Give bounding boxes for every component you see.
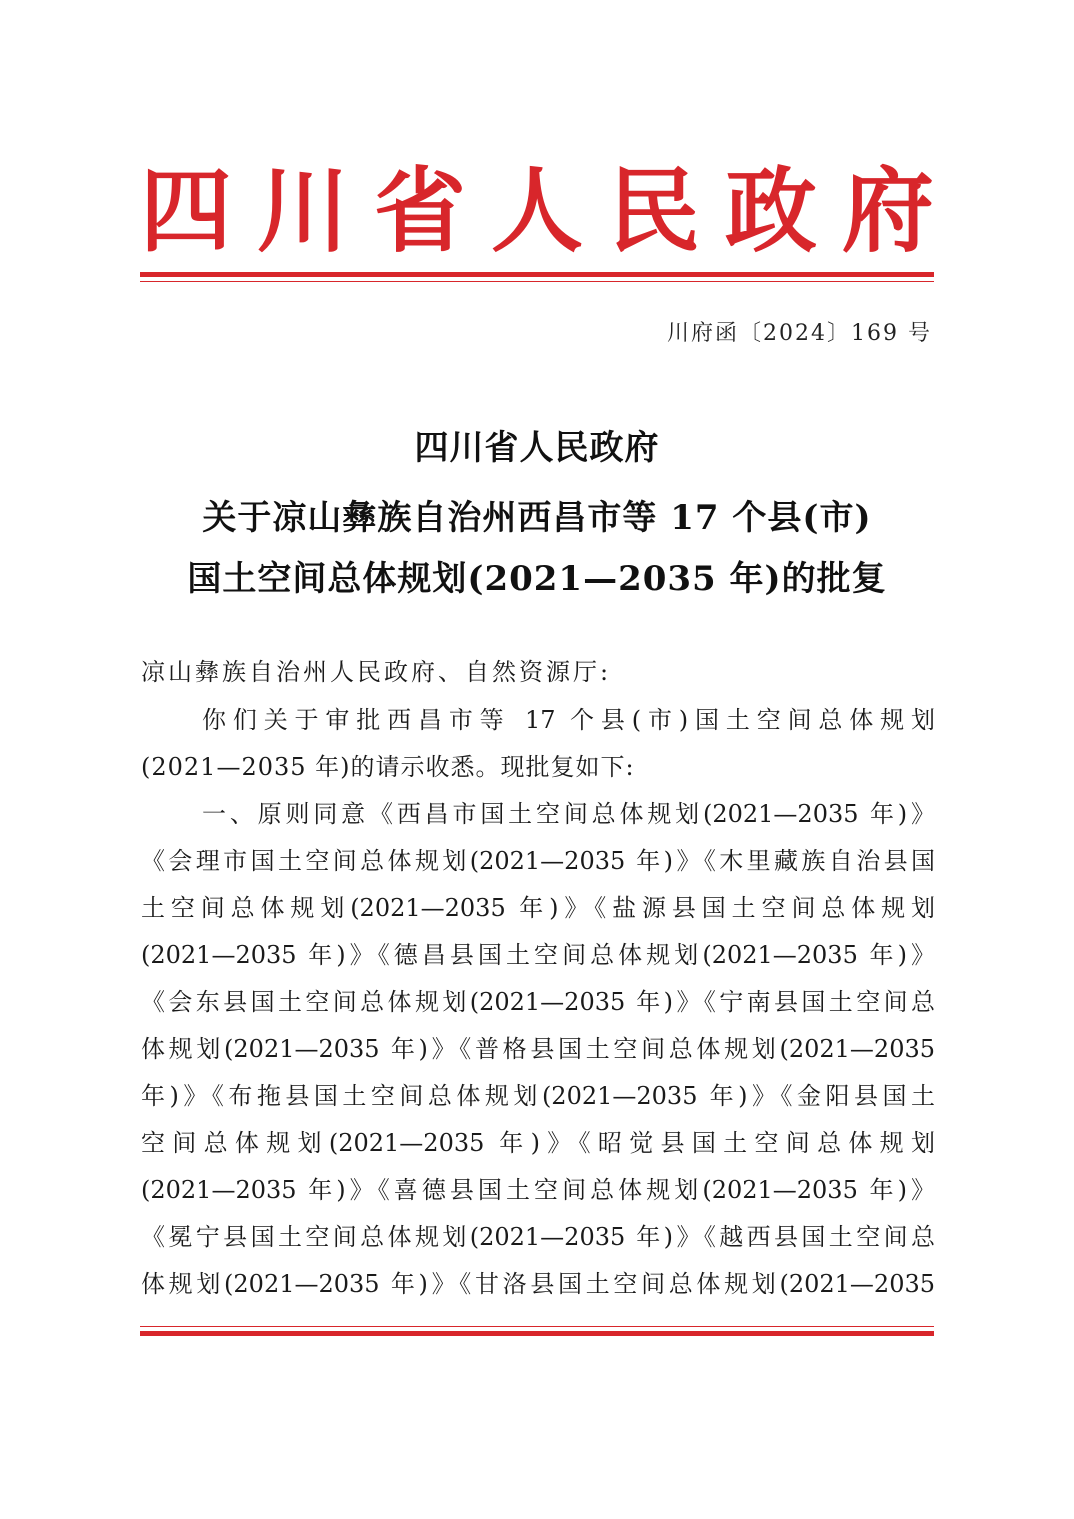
title-line-1: 四川省人民政府 — [414, 428, 660, 468]
body-line: (2021—2035 年)的请示收悉。现批复如下: — [141, 753, 635, 781]
footer-rule-thick — [140, 1331, 934, 1336]
body-line: 一、原则同意《西昌市国土空间总体规划(2021—2035 年)》 — [202, 800, 935, 828]
masthead-char: 政 — [724, 157, 817, 265]
masthead-char: 省 — [373, 157, 466, 265]
footer-rule-thin — [140, 1326, 934, 1327]
body-line: 空间总体规划(2021—2035 年)》《昭觉县国土空间总体规划 — [141, 1129, 935, 1157]
title-line-2: 关于凉山彝族自治州西昌市等 17 个县(市) — [202, 498, 872, 538]
body-line: 你们关于审批西昌市等 17 个县(市)国土空间总体规划 — [202, 706, 935, 734]
header-rule-thin — [140, 281, 934, 282]
body-line: 《会东县国土空间总体规划(2021—2035 年)》《宁南县国土空间总 — [141, 988, 935, 1016]
body-line: 体规划(2021—2035 年)》《甘洛县国土空间总体规划(2021—2035 — [141, 1270, 935, 1298]
body-line: 《冕宁县国土空间总体规划(2021—2035 年)》《越西县国土空间总 — [141, 1223, 935, 1251]
document-number: 川府函〔2024〕169 号 — [667, 321, 932, 346]
masthead-char: 川 — [256, 157, 349, 265]
body-line: 土空间总体规划(2021—2035 年)》《盐源县国土空间总体规划 — [141, 894, 935, 922]
masthead-char: 民 — [607, 157, 700, 265]
body-line: 年)》《布拖县国土空间总体规划(2021—2035 年)》《金阳县国土 — [141, 1082, 935, 1110]
title-line-3: 国土空间总体规划(2021—2035 年)的批复 — [187, 559, 887, 599]
body-line: (2021—2035 年)》《德昌县国土空间总体规划(2021—2035 年)》 — [141, 941, 935, 969]
masthead-char: 府 — [841, 157, 934, 265]
body-line: (2021—2035 年)》《喜德县国土空间总体规划(2021—2035 年)》 — [141, 1176, 935, 1204]
header-rule-thick — [140, 272, 934, 277]
body-line: 体规划(2021—2035 年)》《普格县国土空间总体规划(2021—2035 — [141, 1035, 935, 1063]
masthead-char: 四 — [140, 157, 233, 265]
body-line: 《会理市国土空间总体规划(2021—2035 年)》《木里藏族自治县国 — [141, 847, 935, 875]
masthead-title — [140, 158, 934, 264]
masthead-char: 人 — [490, 157, 583, 265]
salutation: 凉山彝族自治州人民政府、自然资源厅: — [141, 658, 612, 686]
